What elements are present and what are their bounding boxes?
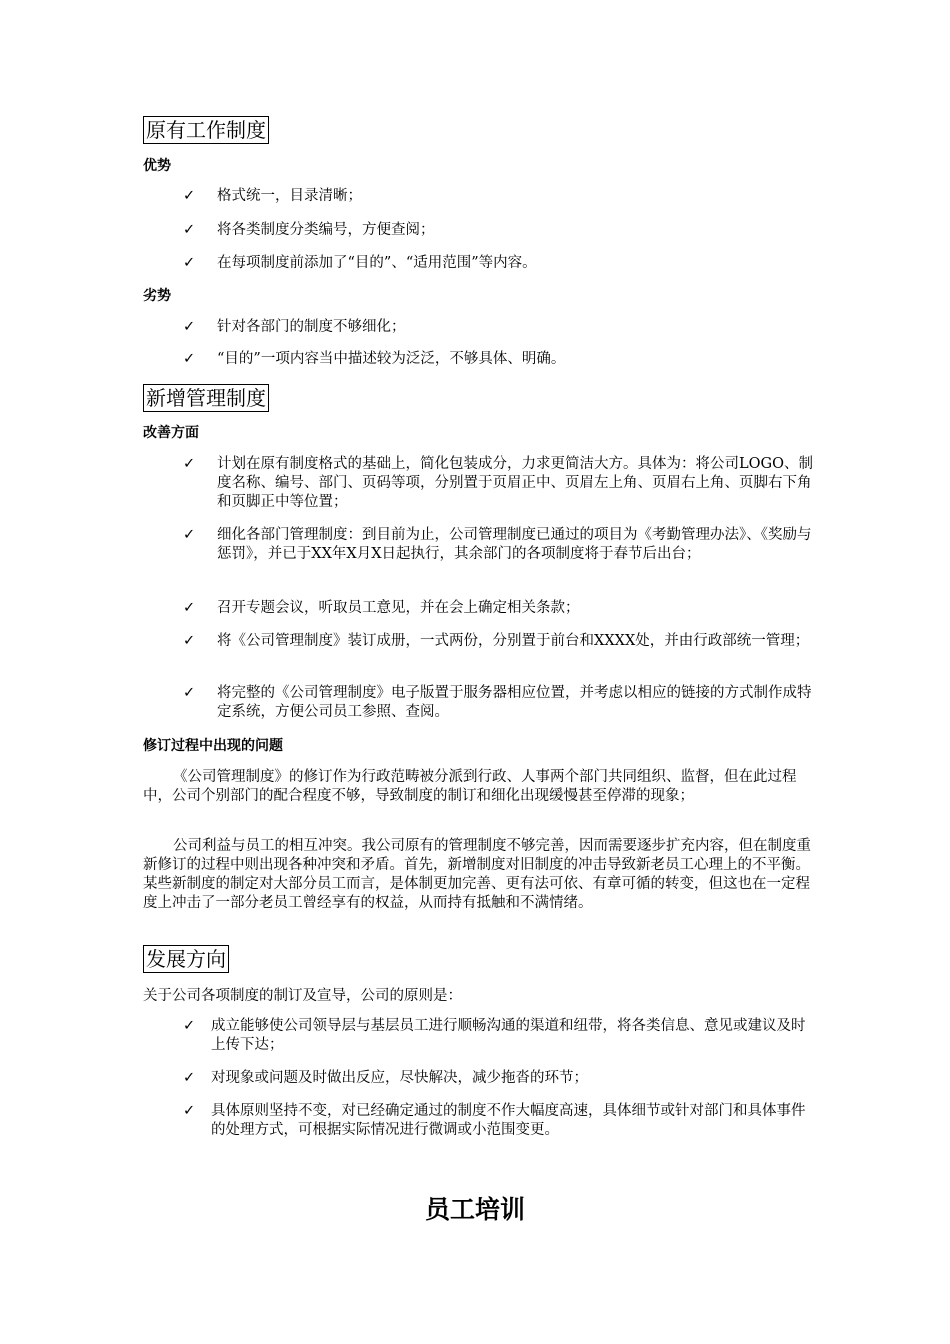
paragraph: 《公司管理制度》的修订作为行政范畴被分派到行政、人事两个部门共同组织、监督，但在此过程中，公司个别部门的配合程度不够，导致制度的制订和细化出现缓慢甚至停滞的现象； bbox=[143, 769, 797, 804]
chapter-title: 员工培训 bbox=[424, 1195, 525, 1224]
check-icon: ✓ bbox=[183, 1018, 196, 1034]
paragraph: 关于公司各项制度的制订及宣导，公司的原则是： bbox=[143, 988, 462, 1004]
check-icon: ✓ bbox=[183, 685, 196, 701]
document-page: 原有工作制度 优势 ✓ 格式统一，目录清晰； ✓ 将各类制度分类编号，方便查阅； ✓ 在每项制度前添加了“目的”、“适用范围”等内容。 劣势 ✓ 针对各部门的制度不够细化； ✓ “目的”一项内容当中描述较为泛泛，不够具体、明确。 新增管理制度 改善方面 ✓ 计划在原有制度格式的基础上，简化包装成分，力求更简洁大方。具体为：将公司LOGO、制度名称、编号、部门、页码等项，分别置于页眉正中、页眉左上角、页眉右上角、页脚右下角和页脚正中等位置； ✓ 细化各部门管理制度：到目前为止，公司管理制度已通过的项目为《考勤管理办法》、《奖励与惩罚》，并已于XX年X月X日起执行，其余部门的各项制度将于春节后出台； ✓ 召开专题会议，听取员工意见，并在会上确定相关条款； ✓ 将《公司管理制度》装订成册，一式两份，分别置于前台和XXXX处，并由行政部统一管理； ✓ 将完整的《公司管理制度》电子版置于服务器相应位置，并考虑以相应的链接的方式制作成特定系统，方便公司员工参照、查阅。 修订过程中出现的问题 《公司管理制度》的修订作为行政范畴被分派到行政、人事两个部门共同组织、监督，但在此过程中，公司个别部门的配合程度不够，导致制度的制订和细化出现缓慢甚至停滞的现象； 公司利益与员工的相互冲突。我公司原有的管理制度不够完善，因而需要逐步扩充内容，但在制度重新修订的过程中则出现各种冲突和矛盾。首先，新增制度对旧制度的冲击导致新老员工心理上的不平衡。某些新制度的制定对大部分员工而言，是体制更加完善、更有法可依、有章可循的转变，但这也在一定程度上冲击了一部分老员工曾经享有的权益，从而持有抵触和不满情绪。 发展方向 关于公司各项制度的制订及宣导，公司的原则是： ✓ 成立能够使公司领导层与基层员工进行顺畅沟通的渠道和纽带，将各类信息、意见或建议及时上传下达； ✓ 对现象或问题及时做出反应，尽快解决，减少拖沓的环节； ✓ 具体原则坚持不变，对已经确定通过的制度不作大幅度高速，具体细节或针对部门和具体事件的处理方式，可根据实际情况进行微调或小范围变更。 员工培训 bbox=[0, 0, 950, 1344]
section-heading-new-system: 新增管理制度 bbox=[143, 384, 269, 412]
disadvantages-label: 劣势 bbox=[143, 288, 171, 304]
advantages-label: 优势 bbox=[143, 158, 171, 174]
section-heading-existing-system: 原有工作制度 bbox=[143, 116, 269, 144]
section-heading-development-direction: 发展方向 bbox=[143, 945, 229, 973]
check-icon: ✓ bbox=[183, 456, 196, 472]
check-icon: ✓ bbox=[183, 633, 196, 649]
check-icon: ✓ bbox=[183, 255, 196, 271]
issues-label: 修订过程中出现的问题 bbox=[143, 738, 283, 754]
check-icon: ✓ bbox=[183, 600, 196, 616]
check-icon: ✓ bbox=[183, 222, 196, 238]
paragraph: 公司利益与员工的相互冲突。我公司原有的管理制度不够完善，因而需要逐步扩充内容，但在制度重新修订的过程中则出现各种冲突和矛盾。首先，新增制度对旧制度的冲击导致新老员工心理上的不平衡。某些新制度的制定对大部分员工而言，是体制更加完善、更有法可依、有章可循的转变，但这也在一定程度上冲击了一部分老员工曾经享有的权益，从而持有抵触和不满情绪。 bbox=[143, 838, 811, 911]
check-icon: ✓ bbox=[183, 527, 196, 543]
check-icon: ✓ bbox=[183, 1070, 196, 1086]
improvements-label: 改善方面 bbox=[143, 425, 199, 441]
check-icon: ✓ bbox=[183, 351, 196, 367]
check-icon: ✓ bbox=[183, 1103, 196, 1119]
check-icon: ✓ bbox=[183, 319, 196, 335]
check-icon: ✓ bbox=[183, 188, 196, 204]
